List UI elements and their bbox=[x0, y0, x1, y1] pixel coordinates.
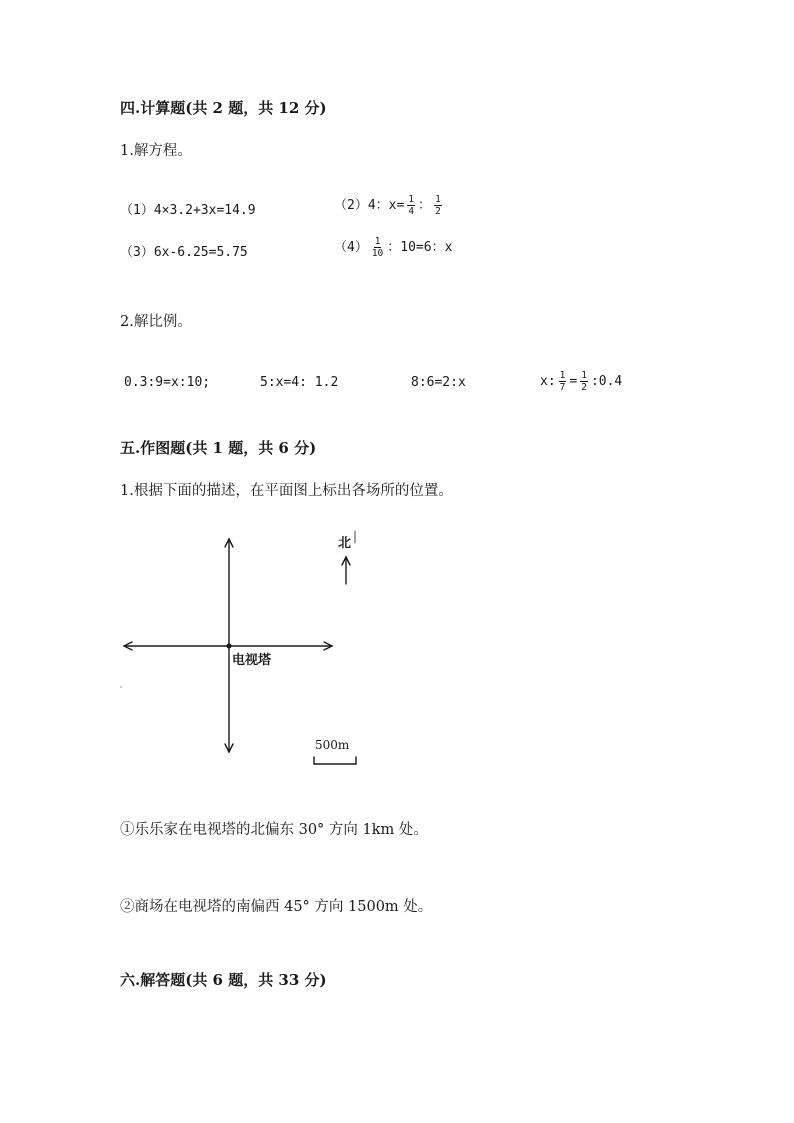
proportion-4: x: $\frac{1}{7}$ = $\frac{1}{2}$ :0.4 bbox=[540, 370, 623, 393]
equation-3: （3）6x-6.25=5.75 bbox=[120, 245, 248, 260]
equation-4-prefix: （4） bbox=[334, 240, 368, 255]
section-4-heading: 四.计算题(共 2 题，共 12 分) bbox=[120, 99, 327, 117]
speck bbox=[120, 686, 122, 688]
question-1-title: 1.解方程。 bbox=[120, 143, 192, 159]
scale-bar bbox=[314, 757, 356, 764]
fraction: $\frac{1}{2}$ bbox=[435, 194, 441, 217]
tv-tower-label: 电视塔 bbox=[232, 653, 272, 668]
question-2-title: 2.解比例。 bbox=[120, 314, 192, 330]
drawing-question-title: 1.根据下面的描述，在平面图上标出各场所的位置。 bbox=[120, 483, 453, 499]
tv-tower-point bbox=[227, 644, 232, 649]
section-5-heading: 五.作图题(共 1 题，共 6 分) bbox=[120, 439, 317, 457]
proportion-2: 5:x=4: 1.2 bbox=[260, 375, 339, 390]
scale-label: 500m bbox=[315, 738, 350, 752]
proportion-3: 8:6=2:x bbox=[411, 375, 466, 390]
equation-2-sep: ： bbox=[418, 198, 432, 213]
equation-2-prefix: （2）4：x= bbox=[334, 198, 405, 213]
fraction: $\frac{1}{7}$ bbox=[559, 370, 566, 393]
description-item-1: ①乐乐家在电视塔的北偏东 30° 方向 1km 处。 bbox=[120, 822, 428, 838]
proportion-1: 0.3:9=x:10; bbox=[124, 375, 211, 390]
description-item-2: ②商场在电视塔的南偏西 45° 方向 1500m 处。 bbox=[120, 899, 433, 915]
fraction: $\frac{1}{10}$ bbox=[371, 236, 384, 259]
equation-1: （1）4×3.2+3x=14.9 bbox=[120, 203, 256, 218]
north-label: 北 bbox=[338, 536, 352, 551]
fraction: $\frac{1}{2}$ bbox=[581, 370, 587, 393]
fraction: $\frac{1}{4}$ bbox=[408, 194, 415, 217]
section-6-heading: 六.解答题(共 6 题，共 33 分) bbox=[120, 971, 327, 989]
equation-4-suffix: ：10=6：x bbox=[387, 240, 453, 255]
